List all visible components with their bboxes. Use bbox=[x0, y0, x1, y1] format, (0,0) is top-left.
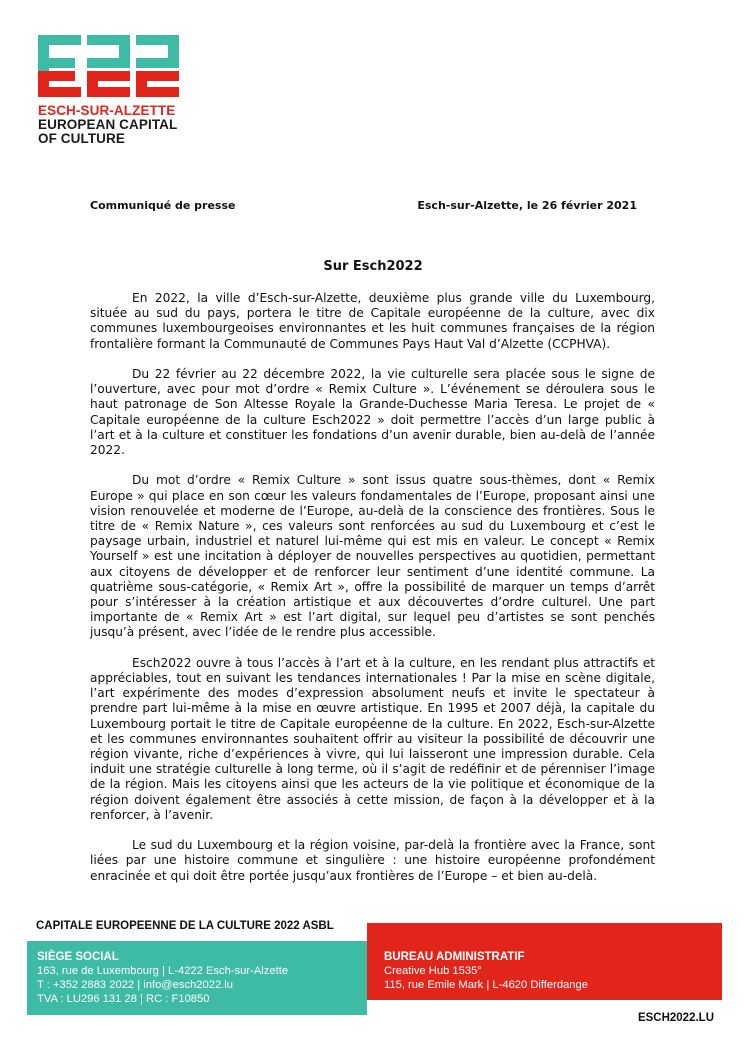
body-text bbox=[90, 291, 655, 899]
siege-line: T : +352 2883 2022 | info@esch2022.lu bbox=[37, 979, 233, 991]
bureau-line: 115, rue Emile Mark | L-4620 Differdange bbox=[384, 979, 588, 991]
place-date: Esch-sur-Alzette, le 26 février 2021 bbox=[417, 199, 637, 212]
footer-bureau-block bbox=[367, 923, 722, 1000]
siege-line: TVA : LU296 131 28 | RC : F10850 bbox=[37, 993, 210, 1005]
paragraph: Esch2022 ouvre à tous l’accès à l’art et à la culture, en les rendant plus attractifs et appréciables, tout en suivant les tendances internationales ! Par la mise en scène digitale, l’art expérimente des modes d’expression absolument neufs et invite le spectateur à prendre part lui-même à la mise en œuvre artistique. En 1995 et 2007 déjà, la capitale du Luxembourg portait le titre de Capitale européenne de la culture. En 2022, Esch-sur-Alzette et les communes environnantes souhaitent offrir au visiteur la possibilité de découvrir une région vivante, riche d’expériences à vivre, qui lui laisseront une impression durable. Cela induit une stratégie culturelle à long terme, où il s’agit de redéfinir et de pérenniser l’image de la région. Mais les citoyens ainsi que les acteurs de la vie politique et économique de la région doivent également être associés à cette mission, de façon à la développer et à la renforcer, à l’avenir. bbox=[90, 655, 655, 822]
paragraph: Du mot d’ordre « Remix Culture » sont issus quatre sous-thèmes, dont « Remix Europe » qui place en son cœur les valeurs fondamentales de l’Europe, proposant ainsi une vision renouvelée et moderne de l’Europe, au-delà de la conscience des frontières. Sous le titre de « Remix Nature », ces valeurs sont renforcées au sud du Luxembourg et c’est le paysage urbain, industriel et naturel lui-même qui est mis en valeur. Le concept « Remix Yourself » est une incitation à déployer de nouvelles perspectives au quotidien, permettant aux citoyens de développer et de renforcer leur sentiment d’une identité commune. La quatrième sous-catégorie, « Remix Art », offre la possibilité de marquer un temps d’arrêt pour s’intéresser à la création artistique et aux découvertes d’ordre culturel. Une part importante de « Remix Art » est l’art digital, sur lequel peu d’artistes se sont penchés jusqu’à présent, avec l’idée de le rendre plus accessible. bbox=[90, 473, 655, 640]
e22-logo-mark bbox=[38, 35, 179, 97]
logo-line-2: EUROPEAN CAPITAL bbox=[38, 117, 178, 132]
e22-logo bbox=[38, 35, 188, 146]
logo-city: ESCH-SUR-ALZETTE bbox=[38, 103, 176, 118]
footer-organization: CAPITALE EUROPEENNE DE LA CULTURE 2022 ASBL bbox=[36, 920, 334, 932]
logo-line-3: OF CULTURE bbox=[38, 131, 125, 146]
document-type: Communiqué de presse bbox=[90, 199, 236, 212]
bureau-heading: BUREAU ADMINISTRATIF bbox=[384, 951, 525, 963]
page-title: Sur Esch2022 bbox=[323, 259, 423, 274]
siege-line: 163, rue de Luxembourg | L-4222 Esch-sur-Alzette bbox=[37, 965, 289, 977]
bureau-line: Creative Hub 1535° bbox=[384, 965, 482, 977]
paragraph: En 2022, la ville d’Esch-sur-Alzette, deuxième plus grande ville du Luxembourg, située au sud du pays, portera le titre de Capitale européenne de la culture, avec dix communes luxembourgeoises environnantes et les huit communes françaises de la région frontalière formant la Communauté de Communes Pays Haut Val d’Alzette (CCPHVA). bbox=[90, 291, 655, 351]
footer-website: ESCH2022.LU bbox=[637, 1012, 714, 1024]
paragraph: Le sud du Luxembourg et la région voisine, par-delà la frontière avec la France, sont liées par une histoire commune et singulière : une histoire européenne profondément enracinée et qui doit être portée jusqu’aux frontières de l’Europe – et bien au-delà. bbox=[90, 838, 655, 883]
footer-siege-block bbox=[27, 941, 367, 1015]
siege-heading: SIÈGE SOCIAL bbox=[37, 951, 119, 963]
paragraph: Du 22 février au 22 décembre 2022, la vie culturelle sera placée sous le signe de l’ouverture, avec pour mot d’ordre « Remix Culture ». L’événement se déroulera sous le haut patronage de Son Altesse Royale la Grande-Duchesse Maria Teresa. Le projet de « Capitale européenne de la culture Esch2022 » doit permettre l’accès d’un large public à l’art et à la culture et constituer les fondations d’un avenir durable, bien au-delà de l’année 2022. bbox=[90, 367, 655, 458]
